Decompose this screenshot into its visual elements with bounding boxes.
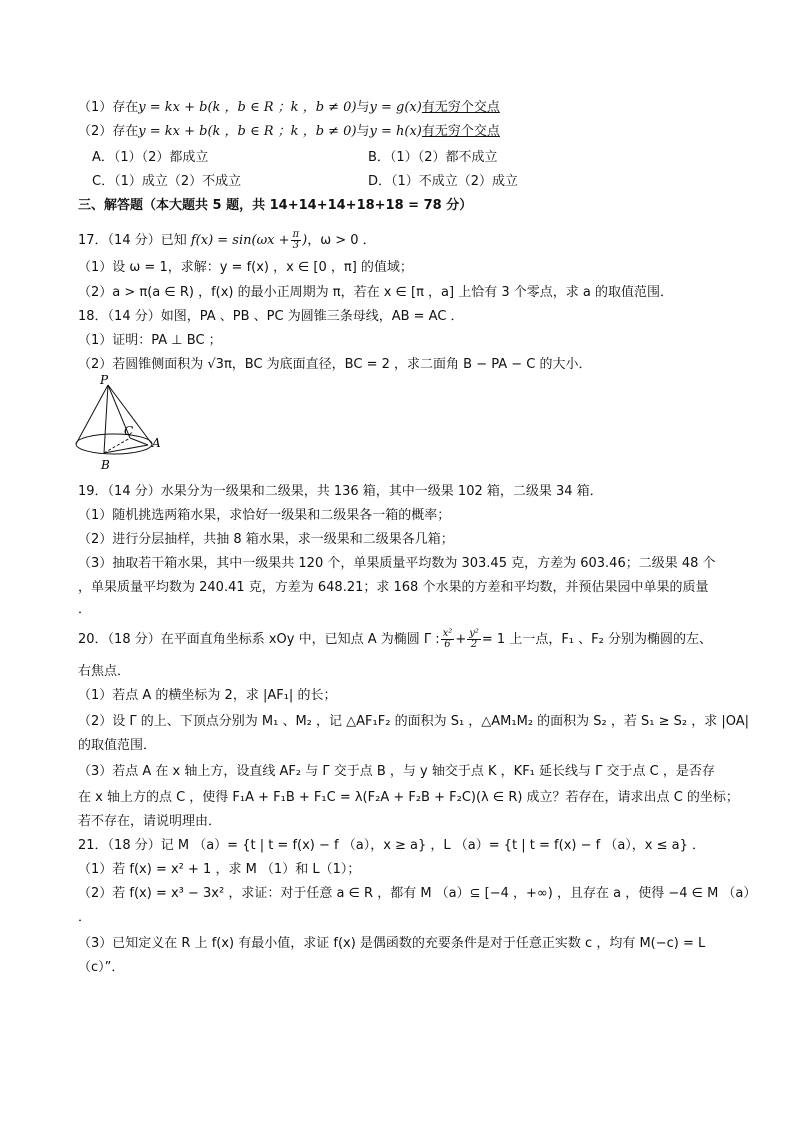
label-p: P (100, 373, 109, 387)
q17-frac-num: π (292, 229, 300, 240)
q16-s1-line: y = kx + b(k ，b ∈ R ；k ，b ≠ 0) (138, 100, 357, 115)
q17-part-2: （2）a > π(a ∈ R) ，f(x) 的最小正周期为 π，若在 x ∈ [π ，a] 上恰有 3 个零点，求 a 的取值范围． (78, 285, 673, 300)
label-c: C (124, 424, 134, 438)
q19-part-3-line-1: （3）抽取若干箱水果，其中一级果共 120 个，单果质量平均数为 303.45 克，方差为 603.46；二级果 48 个 (78, 556, 716, 571)
q21-header: 21．（18 分）记 M （a）= {t | t = f(x) − f （a），x ≥ a} ，L （a）= {t | t = f(x) − f （a），x ≤ a} ． (78, 838, 706, 853)
q16-option-c: C．（1）成立（2）不成立 (92, 174, 242, 189)
q20-part-2-line-1: （2）设 Γ 的上、下顶点分别为 M₁ 、M₂ ，记 △AF₁F₂ 的面积为 S₁ ，△AM₁M₂ 的面积为 S₂ ，若 S₁ ≥ S₂ ，求 |OA| (78, 714, 750, 729)
q18-part-1: （1）证明：PA ⊥ BC ； (78, 333, 222, 348)
q20-header-tail: = 1 上一点，F₁ 、F₂ 分别为椭圆的左、 (481, 632, 712, 647)
q20-frac-x (441, 629, 455, 650)
label-b: B (101, 458, 110, 472)
cone-edge-ca (130, 438, 148, 445)
q16-s2-func: y = h(x) (369, 124, 422, 139)
q19-part-3-line-3: ． (78, 602, 92, 617)
q17-condition: ，ω > 0 ． (307, 233, 376, 248)
q20-frac-y (467, 629, 481, 650)
q17-header (78, 228, 738, 254)
q18-header: 18．（14 分）如图，PA 、PB 、PC 为圆锥三条母线，AB = AC ． (78, 309, 464, 324)
q20-header: 20．（18 分）在平面直角坐标系 xOy 中，已知点 A 为椭圆 Γ : $\frac{\text{x²}}{6}$ + $\frac{\text{y²}}{2}$ = 1 上一点，F₁ 、F₂ 分别为椭圆的左、 (78, 628, 712, 650)
q16-s1-tail: 有无穷个交点 (421, 100, 500, 115)
q20-frac-y-den: 2 (470, 639, 478, 650)
q17-part-1: （1）设 ω = 1，求解：y = f(x) ，x ∈ [0 ，π] 的值域； (78, 260, 413, 275)
q20-frac-x-den: 6 (444, 639, 451, 650)
q21-part-1: （1）若 f(x) = x² + 1 ，求 M （1）和 L（1）； (78, 862, 361, 877)
q16-s2-prefix: （2）存在 (78, 124, 139, 139)
q20-label: 20．（18 分）在平面直角坐标系 xOy 中，已知点 A 为椭圆 Γ : (78, 632, 440, 647)
q19-header: 19．（14 分）水果分为一级果和二级果，共 136 箱，其中一级果 102 箱，二级果 34 箱． (78, 484, 603, 499)
q20-part-1: （1）若点 A 的横坐标为 2，求 |AF₁| 的长； (78, 688, 337, 703)
q17-close: ) (302, 233, 308, 248)
q20-part-3-line-2: 在 x 轴上方的点 C ，使得 F₁A + F₁B + F₁C = λ(F₂A + F₂B + F₂C)(λ ∈ R) 成立？若存在，请求出点 C 的坐标； (78, 790, 739, 805)
q20-part-3-line-3: 若不存在，请说明理由． (78, 814, 222, 829)
q17-fraction (291, 230, 302, 251)
q21-part-3-line-2: （c）”． (78, 960, 125, 975)
q16-s1-with: 与 (356, 100, 370, 115)
q20-part-3-line-1: （3）若点 A 在 x 轴上方，设直线 AF₂ 与 Γ 交于点 B ，与 y 轴交于点 K ，KF₁ 延长线与 Γ 交于点 C ，是否存 (78, 764, 715, 779)
q20-part-2-line-2: 的取值范围． (78, 738, 157, 753)
q20-frac-x-num: x² (442, 628, 453, 639)
q16-option-d: D．（1）不成立（2）成立 (368, 174, 519, 189)
q17-label: 17．（14 分）已知 (78, 233, 187, 248)
q20-frac-y-num: y² (469, 628, 479, 639)
q16-option-a: A．（1）（2）都成立 (92, 150, 209, 165)
q16-statement-1 (78, 98, 738, 118)
cone-figure (70, 372, 180, 482)
q16-statement-2 (78, 122, 738, 142)
q18-part-2: （2）若圆锥侧面积为 √3π，BC 为底面直径，BC = 2 ，求二面角 B − PA − C 的大小． (78, 357, 592, 372)
q16-s2-tail: 有无穷个交点 (421, 124, 500, 139)
cone-generatrix-left (76, 385, 108, 444)
q19-part-3-line-2: ，单果质量平均数为 240.41 克，方差为 648.21；求 168 个水果的方差和平均数，并预估果园中单果的质量 (78, 580, 709, 595)
q21-part-2-line-2: ． (78, 910, 92, 925)
q21-part-2-line-1: （2）若 f(x) = x³ − 3x² ，求证：对于任意 a ∈ R ，都有 M （a）⊆ [−4 ，+∞) ，且存在 a ，使得 −4 ∈ M （a） (78, 886, 757, 901)
label-a: A (152, 436, 161, 450)
q16-s2-line: y = kx + b(k ，b ∈ R ；k ，b ≠ 0) (138, 124, 357, 139)
q16-s2-with: 与 (356, 124, 370, 139)
q21-part-3-line-1: （3）已知定义在 R 上 f(x) 有最小值，求证 f(x) 是偶函数的充要条件是对于任意正实数 c ，均有 M(−c) = L (78, 936, 706, 951)
q20-header-line-2: 右焦点． (78, 664, 131, 679)
q19-part-1: （1）随机挑选两箱水果，求恰好一级果和二级果各一箱的概率； (78, 508, 451, 523)
cone-edge-pb (104, 385, 108, 453)
q17-function: f(x) = sin(ωx + (190, 233, 290, 248)
section-heading: 三、解答题（本大题共 5 题，共 14+14+14+18+18 = 78 分） (78, 198, 473, 213)
q19-part-2: （2）进行分层抽样，共抽 8 箱水果，求一级果和二级果各几箱； (78, 532, 454, 547)
q16-option-b: B．（1）（2）都不成立 (368, 150, 498, 165)
q16-s1-func: y = g(x) (369, 100, 422, 115)
q16-s1-prefix: （1）存在 (78, 100, 139, 115)
q17-frac-den: 3 (292, 240, 300, 251)
